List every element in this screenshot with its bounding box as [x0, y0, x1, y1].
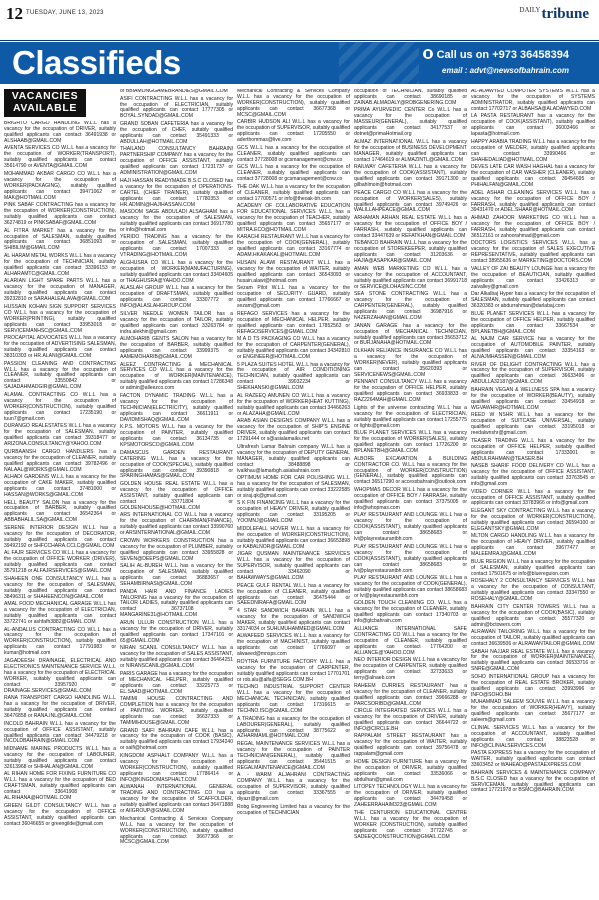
classified-ad: ALRAWAN TAILORING W.L.L has a vacancy for the occupation of TAILOR, suitably qualified applicants can contact 36639506 or ALRAWANTAILOR@GMAIL.COM — [471, 629, 595, 647]
classified-ad: PLAY RESTAURANT AND LOUNGE W.L.L has a vacancy for the occupation of COOK(GENERAL), suitably qualified applicants can contact 38658683 or lvi@playrestaurantbh.com — [354, 575, 467, 599]
classified-ad: ARHAMAN ARHAN REAL ESTATE W.L.L has a vacancy for the occupation of OFFICE BOY / FARRASH, suitably qualified applicants can contact 33447639 or REFATKHAN@GMAIL.COM — [354, 215, 467, 239]
classified-ad: Lights of the universe contracting W.L.L has a vacancy for the occupation of ELECTRICIAN, suitably qualified applicants can contact 17255775 or lights@gmail.com — [354, 404, 467, 429]
classified-ad: PLAY RESTAURANT AND LOUNGE W.L.L has a vacancy for the occupation of COOK(ASSISTANT), suitably qualified applicants can contact 38658683 or lvi@playrestaurantbh.com — [354, 543, 467, 574]
classified-ad: BAHRAIN CITY CENTER TOWERS W.L.L has a vacancy for the occupation of COOK(BASIC), suitably qualified applicants can contact 35577320 or admin@bctowers.com — [471, 603, 595, 628]
ad-column-3 — [237, 89, 350, 892]
classified-ad: MLTON CARGO HANDLING W.L.L has a vacancy for the occupation of HEAVY DRIVER, suitably qualified applicants can contact 39677477 or MALEEMRAJ@GMAIL.COM — [471, 533, 595, 558]
classified-ad: PENNANT CONSULTANCY W.L.L has a vacancy for the occupation of OFFICE HELPER, suitably qualified applicants can contact 36933833 or RAZ2264MAH@GMAIL.COM — [354, 379, 467, 404]
classified-ad: SOHO INTERNATIONAL GROUP has a vacancy for the occupation of REAL ESTATE BROKER, suitably qualified applicants can contact 33993996 or INFO@SOHO.BH — [471, 673, 595, 698]
classified-ad: PARIS GARAGE has a vacancy for the occupation of MECHANICAL HELPER, suitably qualified applicants can contact 33225773 or EL.SAAD@HOTMAIL.COM — [120, 670, 233, 695]
classified-ad: REFAGO SERVICES has a vacancy for the occupation of MECHANICAL HELPER, suitably qualified applicants can contact 17852563 or REFAGOSERVICES@GMAIL.COM — [237, 310, 350, 335]
masthead-logo — [519, 6, 589, 23]
classified-ad: M A D TS PACKAGING CO W.L.L has a vacancy for the occupation of CARPENTER(GENERAL), suitably qualified applicants can contact 34342810 or ENGINEER@HOTMAIL.COM — [237, 336, 350, 360]
classified-ad: AL-ADAWYED COMPUTER SYSTEMS W.L.L has a vacancy for the occupation of SYSTEMS ADMINISTRATOR, suitably qualified applicants can contact 17702717 or ALBAHSA@ALADAWYED.COM — [471, 89, 595, 112]
classified-ad: JAGADEESH DRAINAGE, ELECTRICAL AND ELECTRONICS MAINTENANCE SERVICE W.L.L has a vacancy for the occupation of ELECTRICAL WORKER, suitably qualified applicants can contact 33957920 or DRAINAGE.SERVICES@GMAIL.COM — [4, 657, 116, 694]
classified-ad: DEVES LATE CAR WASH HAGHAL has a vacancy for the occupation of CAR WASHER (CLEANER), suitably qualified applicants can contact 39454695 or PHIHALFAN@GMAIL.COM — [471, 164, 595, 189]
classified-ad: TEBANCO BAHRAIN W.L.L has a vacancy for the occupation of STOREKEEPER, suitably qualified applicants can contact 31203636 or HAJIA@ASAPKAR@GMAIL.COM — [354, 240, 467, 265]
issue-date: TUESDAY, JUNE 13, 2023 — [26, 10, 104, 16]
classified-ad: KINGDOM ASPHALT COMPANY W.L.L has a vacancy for the occupation of WORKER(CONSTRUCTION), suitably qualified applicants can contact 17786414 or INFO@KINGDOMASPHALT.COM — [120, 752, 233, 783]
classified-ad: ALHADI GARDENS W.L.L has a vacancy for the occupation of CAKE MAKER, suitably qualified applicants can contact 37481000 or HASSAN@WORKS@GMAIL.COM — [4, 474, 116, 498]
classified-ad: HAJI HASSAN READYMADE B.S.C CLOSED has a vacancy for the occupation of OPERATIONS-CARTEL (CHIEF TRAINER), suitably qualified applicants can contact 17780353 or HR.ADMIN@HAJIHASSAN.COM — [120, 177, 233, 208]
classified-ad: MIDNAME MARINE PRODUCTS W.L.L has a vacancy for the occupation of LABOURER, suitably qualified applicants can contact 32613968 or SHIHALAN@GMAIL.COM — [4, 746, 116, 770]
classified-ad: PRIMA AYURVEDIC CENTER Co W.L.L has a vacancy for the occupation of MASSEUR(GENERAL), suitably qualified applicants can contact 34177537 or dotnet@primaHotmail.org — [354, 107, 467, 138]
classified-ad: ASIFI CONTRACTING W.L.L has a vacancy for the occupation of ELECTRICIAN, suitably qualified applicants can contact 17777305 or BOYAL.SYNDAD@GMAIL.COM — [120, 95, 233, 120]
classified-ad: A - WARM ALJAHRANI CONTRACTING COMPANY W.L.L has a vacancy for the occupation of SUPERVISOR, suitably qualified applicants can contact 33367555 or diyazr@gmail.com — [237, 772, 350, 803]
classified-ad: 5 PLAZA SUITES HOTEL W.L.L has a vacancy for the occupation of AIR CONDITIONING TECHNICIAN, suitably qualified applicants can contact 39032234 or SHEKHANSKI@GMAIL.COM — [237, 361, 350, 392]
classified-ad: VALLEY OF ZAI BEAUTY LOUNGE has a vacancy for the occupation of BEAUTICIAN, suitably qualified applicants can contact 33426313 or zaivalley@gmail.com — [471, 265, 595, 290]
contact-phone — [423, 49, 569, 61]
section-heading: VACANCIES AVAILABLE — [11, 90, 79, 114]
classified-ad: AL HARAM METAL WORKS W.L.L has a vacancy for the occupation of TECHNICIAN, suitably qualified applicants can contact 33396153 or ALHARAMTC@GMAIL.COM — [4, 252, 116, 277]
classified-ad: REGAL MAINTENANCE SERVICES W.L.L has a vacancy for the occupation of PAINTER TECHNICIAN(GENERAL), suitably qualified applicants can contact 35441515 or REGALMAINTENANCE@GMAIL.COM — [237, 741, 350, 771]
classified-ad: TECHNO INDUSTRIAL SUPPORT CENTER W.L.L has a vacancy for the occupation of MECHANICAL TECHNICIAN, suitably qualified applicants can contact 17316615 or TECHNO.ISC@GMAIL.COM — [237, 684, 350, 715]
classified-ad: SABAH NAJJAR REAL ESTATE W.L.L has a vacancy for the occupation of WORKER(MAINTENANCE), suitably qualified applicants can contact 36533716 or SNRE@GMAIL.COM — [471, 648, 595, 673]
classified-ad: BRIGHTO CARGO HANDLING W.L.L has a vacancy for the occupation of DRIVER, suitably qualified applicants can contact 36491938 or ALSHAAB@GMAIL.COM — [4, 121, 116, 144]
classified-ad: PANDA HAIR AND FINANCE LADIES TAILORING has a vacancy for the occupation of TAILOR LADIES, suitably qualified applicants can contact 36737108 or MANGARINE31@HOTMAIL.COM — [120, 588, 233, 619]
classified-ad: HOME DESIGN FURNITURE has a vacancy for the occupation of DRIVER, suitably qualified applicants can contact 33536066 or abdulhan@gmail.com — [354, 758, 467, 783]
classified-ad: PASSION CLEANING AND CONTRACTING W.L.L has a vacancy for the occupation of CLEANER, suitably qualified applicants can contact 33550842 or SAJADAHMADGIR@GMAIL.COM — [4, 360, 116, 391]
classified-ad: BAHRAIN SERVICES & MAINTENANCE COMPANY B.S.C CLOSED has a vacancy for the occupation of SERVICEMAN, suitably qualified applicants can contact 17721978 or BSMC@BAHRAIN.COM — [471, 769, 595, 794]
classified-ad: PROCAPITAL ADVOCATES W.L.L has a vacancy for the occupation of ADVERTISING SALESMAN, suitably qualified applicants can contact 38310303 or HR.ALANI@GMAIL.COM — [4, 335, 116, 360]
classified-ad: ROSEHALY 2 CONSULTANCY SERVICES W.L.L has a vacancy for the occupation of CONSULTANT, suitably qualified applicants can contact 33347550 or ROSEHALY@GMAIL.COM — [471, 578, 595, 603]
classifieds-banner — [0, 42, 599, 84]
classified-ad: AMAL FOOD MECHANICAL GARAGE W.L.L has a vacancy for the occupation of ELECTRICIAN, suitably qualified applicants can contact 33722741 or ashfafh3882@GMAIL.COM — [4, 601, 116, 625]
classified-ad: ALMAZ INTERNATIONAL W.L.L has a vacancy for the occupation of BUSINESS DEVELOPMENT MANAGER, suitably qualified applicants can contact 17464619 or ALMAZINTL@GMAIL.COM — [354, 138, 467, 163]
classified-ad: ALGHUSRA CO W.L.L has a vacancy for the occupation of WORKER(MANUFACTURING), suitably qualified applicants can contact 33404605 or THAGHUSRA@YAHOO.COM — [120, 259, 233, 284]
classified-ad: PEACE CARGO CO W.L.L has a vacancy for the occupation of WORKER(SALES), suitably qualified applicants can contact 39749426 or WALILLAHPEACE@GMAIL.COM — [354, 189, 467, 214]
classified-ad: AHMAD ZAHOOR MARKETING CO W.L.L has a vacancy for the occupation of OFFICE BOY / FARRASH, suitably qualified applicants can contact 36512161 or zahoorahmad@gmail.com — [471, 215, 595, 239]
classified-ad: ROYTRA FURNITURE FACTORY W.L.L has a vacancy for the occupation of CARPENTER, suitably qualified applicants can contact 17701701 or rob.alu@alfa@SEGG.COM.BH — [237, 658, 350, 683]
phone-icon — [423, 49, 433, 59]
classified-ad: ACADEMY OF COLLABORATIVE EDUCATION FOR EDUCATIONAL SERVICES W.L.L has a vacancy for the occupation of TEACHER, suitably qualified applicants can contact 35657177 or MITRA.ECO@HOTMAIL.COM — [237, 203, 350, 233]
classified-ad: BAHRAIN VEGAN & WELLNESS SPA has a vacancy for the occupation of WORKER(BEAUTY), suitably qualified applicants can contact 33454918 or WGVAWHR@HOTMAIL.COM — [471, 386, 595, 411]
classified-ad: ALWANAH INTERNATIONAL GENERAL TRADING AND CONTRACTING CO has a vacancy for the occupation of SCAFFOLDER, suitably qualified applicants can contact 36471888 or AIIGROUP@GMAIL.COM — [120, 784, 233, 815]
classified-ad: ARUN ULLUR CONSTRUCTION W.L.L has a vacancy for the occupation of DRIVER, suitably qualified applicants can contact 17347101 or 65@GMAIL.COM — [120, 619, 233, 644]
classified-ad: HELL BEAUTY SALON has a vacancy for the occupation of BARBER, suitably qualified applicants can contact 36542364 or ABBABHALIL.SA@GMAIL.COM — [4, 499, 116, 524]
classified-ad: THE OAK W.L.L has a vacancy for the occupation of CLEANER, suitably qualified applicants can contact 17700571 or info@theoak-bh.com — [237, 183, 350, 202]
classified-ad: ALARIAN LIGHT SPARE PARTS W.L.L has a vacancy for the occupation of MANAGER, suitably qualified applicants can contact 39232810 or SARAHALEALAVA@GMAIL.COM — [4, 278, 116, 303]
classified-ad: ALWAFEED SERVICES W.L.L has a vacancy for the occupation of MACHINIST, suitably qualified applicants can contact 17766097 or alwaeed@mnsps.com — [237, 633, 350, 658]
contact-phone-text: Call us on +973 36458394 — [436, 49, 569, 61]
classified-ad: occupation of TECHNICIAN, suitably qualified applicants can contact 38690185 or ZAINAB.ALMADALY@ROBGENERING.COM — [354, 89, 467, 106]
classified-ad: NIRAN SCANIL CONSULTANCY W.L.L has a vacancy for the occupation of SALES ASSISTANT, suitably qualified applicants can contact 36464251 or NIRANSCANIL@GMAIL.COM — [120, 645, 233, 670]
classified-ad: DURANGO REALESTATES W.L.L has a vacancy for the occupation of SALESMAN, suitably qualified applicants can contact 39318477 or ARIZONA.CONSULTANCY@YAHOO.COM — [4, 423, 116, 448]
classified-ad: HAPPY ARABIA TRADING W.L.L has a vacancy for the occupation of WELDER, suitably qualified applicants can contact 33990466 or SHAHEDALIAD@HOTMAIL.COM — [471, 138, 595, 163]
classified-ad: 4 STAR SANDWICH BAHRAIN W.L.L has a vacancy for the occupation of SANDWICH MAKER, suitably qualified applicants can contact 33174034 or SUHLMUHAMMED@GMAIL.COM — [237, 608, 350, 632]
classified-ad: BLUE REGION W.L.L has a vacancy for the occupation of SALESMAN, suitably qualified applicants can contact 17501675 or info@bluereguion.com — [471, 558, 595, 577]
classified-ad: LITOPEY TECHNOLOGY W.L.L has a vacancy for the occupation of DRIVER, suitably qualified applicants can contact 34479458 or ZAHEERRAHAIM323@GMAIL.COM — [354, 784, 467, 809]
classified-ad: SALIH AL-BUREH W.L.L has a vacancy for the occupation of SALESMAN, suitably qualified applicants can contact 36883657 or SEHAMBIRNASI@GMAIL.COM — [120, 563, 233, 588]
classified-ad: or BBIAMONGGAMEBRANDIES@GMAIL.COM — [120, 89, 228, 94]
classified-ad: PASTA EXPRESS has a vacancy for the occupation of WAITER, suitably qualified applicants can contact 33603452 or WAHEAD@PASTAEXPRESS.COM — [471, 750, 595, 769]
section-heading-box — [4, 89, 86, 117]
ad-column-2 — [120, 89, 233, 892]
classified-ad: GCS W.L.L has a vacancy for the occupation of CLEANER, suitably qualified applicants can contact 37728008 or gcsmanagement@cnw.co — [237, 164, 350, 183]
classified-ad: AMAN WEB MARKETING CO W.L.L has a vacancy for the occupation of ACCOUNTANT, suitably qualified applicants can contact 36991718 or SERVICE@LOHASINC.COM — [354, 265, 467, 290]
classified-ad: RAHEEM CURRIES RESTAURANT has a vacancy for the occupation of CLEANER, suitably qualified applicants can contact 39666288 or PARCSORIBD@GMAIL.COM — [354, 682, 467, 707]
page-number: 12 — [6, 4, 23, 23]
classified-ad: SEA STONE CONTRACTING W.L.L has a vacancy for the occupation of CARPENTER(GENERAL), suitably qualified applicants can contact 36987916 or N4ZERZAHAN@GMAIL.COM — [354, 291, 467, 322]
masthead-name: tribune — [541, 6, 589, 22]
classified-ad: AL RAZEEQ AMUNEN CO W.L.L has a vacancy for the occupation of WORKER(HEAT KUTTING), suitably qualified applicants can contact 34466263 or ALAZAHA@GMAIL.COM — [237, 392, 350, 417]
classified-ad: CLINIAL SERVICES W.L.L has a vacancy for the occupation of ACCOUNTANT, suitably qualified applicants can contact 38823528 or INFO@CLINIALSERVICES.COM — [471, 724, 595, 749]
classified-ad: ALMOHARIB GENTS SALON has a vacancy for the occupation of BARBER, suitably qualified applicants can contact 33999375 or AAMEMOHARIB@GMAIL.COM — [120, 336, 233, 360]
classified-ad: S K FIN FINANCING W.L.L has a vacancy for the occupation of HEAVY DRIVER, suitably qualified applicants can contact 33195205 or YOOMNJ@GMAIL.COM — [237, 500, 350, 525]
classified-ad: REED W NSHR W.L.L has a vacancy for the occupation of SUITCASE UNIVERSAL, suitably qualified applicants can contact 33195018 or reedalwnshr@gmail.com — [471, 412, 595, 437]
classified-ad: FACTON DYNAMIC TRADING W.L.L has a vacancy for the occupation of TECHNICIAN(ELECTRICITY), suitably qualified applicants can contact 36611911 or DAVIDMISHAQ@GMAIL.COM — [120, 392, 233, 423]
classified-ad: DOCTORS LOGISTICS SERVICES W.L.L has a vacancy for the occupation of SALES EXECUTIVE REPRESENTATIVE, suitably qualified applicants can contact 38955636 or MARKETING@DOCTORS.COM — [471, 240, 595, 265]
classified-ad: ELEGANT SKY CONTRACTING W.L.L has a vacancy for the occupation of WORKER(CONSTRUCTION), suitably qualified applicants can contact 36594100 or ELEGANTSKY@GMAIL.COM — [471, 508, 595, 532]
classified-ad: AL RIHAN HOME FOR FIXING FURNITURE CO W.L.L has a vacancy for the occupation of BED CRAFTSMAN, suitably qualified applicants can contact 33641908 or AL.RIHANA@HOTMAIL.COM — [4, 771, 116, 802]
classified-ad: DLKHAN RELIANCE INSURANCE CO W.L.L has a vacancy for the occupation of WORKER(NEVER), suitably qualified applicants can contact 35620393 or SERVICENEWS@GMAIL.COM — [354, 348, 467, 378]
classified-ad: RAILWAY CAFETERIA W.L.L has a vacancy for the occupation of COOK(ASSISTANT), suitably qualified applicants can contact 39171300 or gilbahlmoin@hotmail.com — [354, 164, 467, 189]
classified-ad: CARBIR HUDSON ALI W.L.L has a vacancy for the occupation of SUPERVISOR, suitably qualified applicants can contact 17205550 or aderthommas@live.com — [237, 119, 350, 144]
classified-ad: ALBORE EXCAVATION & BUILDING CONTRACTOR CO. W.L.L has a vacancy for the occupation of WORKER(CONSTRUCTION)(GENERAL), suitably qualified applicants can contact 36517290 or accessbahrain@outlook.com — [354, 455, 467, 486]
classified-ad: Robg Engineering Limited has a vacancy for the occupation of TECHNICIAN — [237, 803, 350, 816]
classified-ad: GOLDEN HOUSE REAL ESTATE W.L.L has a vacancy for the occupation of OFFICE ASSISTANT, suitably qualified applicants can contact 33771804 or GOLDENHOUSE@HOTMAIL.COM — [120, 481, 233, 511]
classified-ad: ARAB ASIAN DESIGNS COMPANY W.L.L has a vacancy for the occupation of SHIP'S ENGINE DRIVER, suitably qualified applicants can contact 17291444 or s@asialamaiks.net — [237, 418, 350, 443]
classified-ad: GRAND SAIFI BAHRAIN CAFE W.L.L has a vacancy for the occupation of COOK (BASIC), suitably qualified applicants can contact 17934240 or saifi@hotmail.com — [120, 727, 233, 752]
contact-email: email : advt@newsofbahrain.com — [442, 66, 569, 75]
classified-ad: A TRADING has a vacancy for the occupation of LABOURER(GENERAL), suitably qualified applicants can contact 38775622 or AZHARMAML@HOTMAIL.COM — [237, 715, 350, 740]
classified-ad: WHOPMAS DECOR W.L.L has a vacancy for the occupation of OFFICE BOY / FARRASH, suitably qualified applicants can contact 37375005 or info@whopmas.com — [354, 486, 467, 511]
classified-ad: ALASLAH GROUP W.L.L has a vacancy for the occupation of DRAFTSMAN, suitably qualified applicants can contact 33307772 or INFO@ALASLAHGROUP.COM — [120, 285, 233, 310]
classified-ad: YERIDO TRADING has a vacancy for the occupation of SALESMAN, suitably qualified applicants can contact 17007333 or VTRADING@HOTMAIL.COM — [120, 234, 233, 259]
classified-ad: TAMIMI HOUSE CONTRACTING AND COMPLETION has a vacancy for the occupation of PAINTING WORKER, suitably qualified applicants can contact 36637333 or TAMIMIHOUSE@GMAIL.COM — [120, 696, 233, 726]
classified-ad: SERENE INTERIOR DESIGN W.L.L has a vacancy for the occupation of DECORATOR, suitably qualified applicants can contact 39492192 or SHFCCHARA.CCLC@GMAIL.COM — [4, 524, 116, 549]
classified-ad: ADEL ASHAR CLEANING SERVICES W.L.L has a vacancy for the occupation of OFFICE BOY / FARRASH, suitably qualified applicants can contact 39431470 or ADEL.SHAAR@HOTMAIL.COM — [471, 189, 595, 214]
classified-ad: RIVER OF DELIGHT CONTRACTING W.L.L has a vacancy for the occupation of SUPERVISOR, suitably qualified applicants can contact 36633496 or ABDULLA32187@GMAIL.COM — [471, 361, 595, 386]
classified-ad: THAILAND CONSULTANCY BAHRAINI PARTNERSHIP COMPANY has a vacancy for the occupation of OFFICE ASSISTANT, suitably qualified applicants can contact 17231737 or ADMINISTRATION@GMAIL.COM — [120, 146, 233, 177]
classified-ad: Ultrafresh Lamar Bahrain company W.L.L has a vacancy for the occupation of DEPUTY GENERAL MANAGER, suitably qualified applicants can contact 38488898 or lvalkhau@lamarbgh.asiabahrain.com — [237, 443, 350, 474]
masthead-prefix: DAILY — [519, 6, 541, 14]
classified-ad: AL FITRA MARKET has a vacancy for the occupation of SALESMAN, suitably qualified applicants can contact 36851093 or SHIBILIM@GMAIL.COM — [4, 227, 116, 252]
classified-ad: K.P.S. MOTORS W.L.L has a vacancy for the occupation of PAINTER, suitably qualified applicants can contact 36134735 or KPSMOTORSCO@GMAIL.COM — [120, 424, 233, 449]
classified-ad: PINK SABAF CONTRACTING has a vacancy for the occupation of WORKER(CONSTRUCTION), suitably qualified applicants can contact 36274819 or PINKSABAF@GMAIL.COM — [4, 202, 116, 227]
classified-ad: AL FAJR SERVICES CO W.L.L has a vacancy for the occupation of OFFICE WORKER (DRIVER), suitably qualified applicants can contact 35791218 or ALFAJRSERVICES@GMAIL.COM — [4, 550, 116, 575]
classified-ad: CROWN WORKERS CONSTRUCTION has a vacancy for the occupation of PLUMBER, suitably qualified applicants can contact 33955828 or SEVEN@DEEPS@GMAIL.COM — [120, 537, 233, 562]
ad-column-4 — [354, 89, 467, 892]
ad-column-5 — [471, 89, 595, 892]
classified-ad: INCOLD BAHRAIN W.L.L has a vacancy for the occupation of OFFICE ASSISTANT, suitably qualified applicants can contact 34479218 or INCOLDBAHRAIN@GMAIL.COM — [4, 720, 116, 745]
classified-ad: PLAY RESTAURANT AND LOUNGE W.L.L has a vacancy for the occupation of COOK(ASSISTANT), suitably qualified applicants can contact 38658683 or lvi@playrestaurantbh.com — [354, 512, 467, 543]
classified-ad: JIGAR QUSMAN MAINTENANCE SERVICES W.L.L has a vacancy for the occupation of SUPERVISOR, suitably qualified applicants can contact 33462090 or BAHAWWAYS@GMAIL.COM — [237, 551, 350, 582]
classified-ad: HUSSAIN KOHAN SIGN SUPPORT SERVICES CO W.L.L has a vacancy for the occupation of WORKER(PRINTING), suitably qualified applicants can contact 33953018 or SERVICEMANHSC@GMAIL.COM — [4, 303, 116, 334]
classified-ad: THE CENTURION EDUCATIONAL CENTRE W.L.L has a vacancy for the occupation of WORKER (CONSTRUCTION), suitably qualified applicants can contact 37722745 or SADEEQCONSTRUCTION@GMAIL.COM — [354, 809, 467, 840]
classified-ad: GOLDEN TOUCH CLEANING CO. W.L.L has a vacancy for the occupation of CLEANER, suitably qualified applicants can contact 17340703 or info@gtcbahrain.com — [354, 600, 467, 625]
classified-ad: AL-ANDALUS CONTRACTING CO W.L.L has a vacancy for the occupation of WORKER(CONSTRUCTION), suitably qualified applicants can contact 17791983 or kumar@hotmail.com — [4, 626, 116, 657]
classified-ad: BLUE PLANET SERVICES W.L.L has a vacancy for the occupation of WORKER(SALES), suitably qualified applicants can contact 17726200 or BPLANETBH@GMAIL.COM — [354, 430, 467, 455]
classified-ad: GRAND SOBAN CAFETERIA has a vacancy for the occupation of CHEF, suitably qualified applicants can contact 35491333 or ABDULLAH@HOTMAIL.COM — [120, 120, 233, 145]
classified-ad: SHAHEEN ONE CONSULTANCY W.L.L has a vacancy for the occupation of SALESMAN, suitably qualified applicants can contact 38496311 or SHAHEENCON@GMAIL.COM — [4, 575, 116, 600]
classified-ad: ALAMAL CONTRACTING CO W.L.L has a vacancy for the occupation of WORKER(CONSTRUCTION), suitably qualified applicants can contact 17235190 or tuun7@gmail.com — [4, 391, 116, 422]
page-header — [0, 0, 599, 40]
classified-ad: ALEEZ CONTRACTING & MECHANICAL SERVICES CO W.L.L has a vacancy for the occupation of WORKER(MAINTENANCE), suitably qualified applicants can contact 17286348 or admin@alleezco.com — [120, 361, 233, 392]
classified-ad: RAPPALAM STREET RESTAURANT has a vacancy for the occupation of WAITER, suitably qualified applicants can contact 39756478 or rappalam@gmail.com — [354, 733, 467, 758]
banner-title: Classifieds — [12, 44, 181, 81]
classified-ad: MOHAMMAD AKBAR CARGO CO W.L.L has a vacancy for the occupation of WORKER(PACKAGING), suitably qualified applicants can contact 39471062 or MAK@HOTMAIL.COM — [4, 170, 116, 201]
classified-ad: ALLIANCE INTERNATIONAL SAFE CONTRACTING CO W.L.L has a vacancy for the occupation of CLEANER, suitably qualified applicants can contact 17764200 or ALLIANCE@YAHOO.COM — [354, 625, 467, 656]
classified-ad: PEACE GULF RENTAL W.L.L has a vacancy for the occupation of CLEANER, suitably qualified applicants can contact 36475444 or SAEEDNIRAFA@GMAIL.COM — [237, 582, 350, 607]
classified-ad: Mechanical Contracting & Services Company W.L.L has a vacancy for the occupation of WORKER(CONSTRUCTION), suitably qualified applicants can contact 36677368 or MCSC@GMAIL.COM — [237, 89, 350, 118]
banner-decoration — [339, 42, 419, 84]
classified-ad: NASEB SHARIF FOOD DELIVERY CO W.L.L has a vacancy for the occupation of OFFICE ASSISTANT, suitably qualified applicants can contact 33763545 or info@gmail.com — [471, 463, 595, 487]
classified-ad: Sezam Pilot W.L.L has a vacancy for the occupation of SECURITY GUARD, suitably qualified applicants can contact 17766667 or sezam@gmail.com — [237, 285, 350, 310]
classified-ad: HUSAIN ALAWI RESTAURANT W.L.L has a vacancy for the occupation of WAITER, suitably qualified applicants can contact 36543093 or husain.alawi@hotmail.com — [237, 259, 350, 284]
classified-ad: CIRCLE INTEGRATED SERVICES W.L.L has a vacancy for the occupation of DRIVER, suitably qualified applicants can contact 36644722 or INFO@CIRCLE.BH — [354, 708, 467, 732]
classified-ad: SILVER NEEDLE WOMEN TAILOR has a vacancy for the occupation of TAILOR, suitably qualified applicants can contact 33263784 or indra.alekhin@gmail.com — [120, 310, 233, 335]
classified-ad: DAMASCUS GARDEN RESTAURANT CATERING W.L.L has a vacancy for the occupation of COOK(SPECIAL), suitably qualified applicants can contact 39390818 or SPARINGHAMAS@GMAIL.COM — [120, 449, 233, 480]
classified-ad: Mechanical Contracting & Services Company W.L.L has a vacancy for the occupation of WORKER(CONSTRUCTION), suitably qualified applicants can contact 36677368 or MCSC@GMAIL.COM — [120, 815, 233, 846]
classified-ad: ARS INTERNATIONAL CO W.L.L has a vacancy for the occupation of CHAIRMAN(FINANCE), suitably qualified applicants can contact 33990760 or ARSINTERNATIONAL@GMAIL.COM — [120, 512, 233, 537]
classified-ad: GREEN GILDT CONSULTANCY W.L.L has a vacancy for the occupation of OFFICE ASSISTANT, suitably qualified applicants can contact 36046655 or greengilde@gmail.com — [4, 802, 116, 827]
classified-ad: MASOOM SAGE ABDULADI ALSAGHAM has a vacancy for the occupation of SALESMAN, suitably qualified applicants can contact 36917780 or info@hotmail.com — [120, 209, 233, 233]
classified-ad: MUHAMMAD SALEEM SOUVIE W.L.L has a vacancy for the occupation of WORKER(HEAVY), suitably qualified applicants can contact 35677177 or saleem@gmail.com — [471, 699, 595, 724]
classified-ad: BLUE PLANET SERVICES W.L.L has a vacancy for the occupation of OFFICE HELPER, suitably qualified applicants can contact 33667534 or BPLANETBH@GMAIL.COM — [471, 310, 595, 335]
classified-ad: OPTIMUM HOME FOR CAR POLISHING W.L.L has a vacancy for the occupation of SALESMAN, suitably qualified applicants can contact 33222585 or siraj.qk@gmail.com — [237, 475, 350, 499]
classified-ad: NEO INTERIOR DESIGN W.L.L has a vacancy for the occupation of CARPENTER, suitably qualified applicants can contact 32733633 or terry@alnaeb.com — [354, 657, 467, 682]
classified-ad: RANA TRANSPORT CARGO HANDLING W.L.L has a vacancy for the occupation of DRIVER, suitably qualified applicants can contact 36476858 or RANA.INL@GMAIL.COM — [4, 695, 116, 720]
ad-column-1 — [4, 121, 116, 892]
classified-ad: JANAN GARAGE has a vacancy for the occupation of MECHANICAL TECHNICIAN, suitably qualified applicants can contact 35653712 or BURJANAHA@HOTMAIL.COM — [354, 322, 467, 347]
classified-ad: GCS W.L.L has a vacancy for the occupation of CLEANER, suitably qualified applicants can contact 37728008 or gcsmanagement@cnw.co — [237, 144, 350, 163]
classified-ad: LA PASTA RESTAURANT has a vacancy for the occupation of COOK(ASSISTANT), suitably qualified applicants can contact 36003466 or lapasta@hotmail.com — [471, 113, 595, 138]
classified-ad: QURBAANSH CARGO HANDLERS has a vacancy for the occupation of CLEANER, suitably qualified applicants can contact 39782496 or NALAAL@WORKS@GMAIL.COM — [4, 448, 116, 473]
classified-ad: Dar Alkalbaj Hyper has a vacancy for the occupation of SALESMAN, suitably qualified applicants can contact 36320383 or abdurrahman@darlabaj.com — [471, 291, 595, 310]
classified-ad: KARACHI RESTAURANT W.L.L has a vacancy for the occupation of COOK(GENERAL), suitably qualified applicants can contact 33167774 or ADAM.HKAKAKAL@HOTMAIL.COM — [237, 234, 350, 259]
classified-ad: MIDDLEFALL HOVER W.L.L has a vacancy for the occupation of WORKER(CONSTRUCTION), suitably qualified applicants can contact 36653898 or KABALNOR@GMAIL.COM — [237, 525, 350, 550]
classified-ad: AVENTA SERVICES CO W.L.L has a vacancy for the occupation of WORKER(TRANSPORT), suitably qualified applicants can contact 35614790 or AVENTA@GMAIL.COM — [4, 145, 116, 170]
classified-ad: AL NAJM CAR SERVICE has a vacancy for the occupation of AUTOMOBILE PAINTER, suitably qualified applicants can contact 33354163 or ALNAJMHASSEN@GMAIL.COM — [471, 336, 595, 360]
header-rule — [0, 40, 599, 41]
classified-ad: VIDEO CORNER W.L.L has a vacancy for the occupation of OFFICE ASSISTANT, suitably qualified applicants can contact 33783966 or info@gmail.com — [471, 488, 595, 507]
classified-ad: TEASER TRADING W.L.L has a vacancy for the occupation of OFFICE HELPER, suitably qualified applicants can contact 17333001 or ABDULRAHMAN@TEASER.BH — [471, 437, 595, 462]
